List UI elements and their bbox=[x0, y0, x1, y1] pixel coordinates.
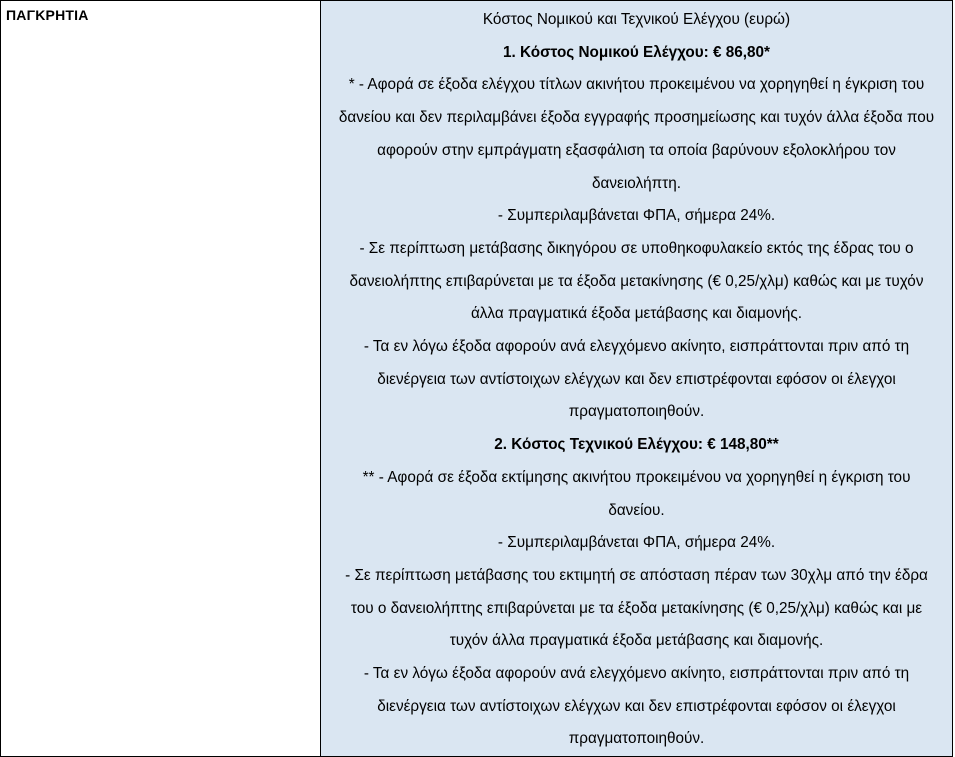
table-title: Κόστος Νομικού και Τεχνικού Ελέγχου (ευρώ) bbox=[482, 11, 791, 28]
technical-cost-refund: - Τα εν λόγω έξοδα αφορούν ανά ελεγχόμενο ακίνητο, εισπράττονται πριν από τη διενέργεια των αντίστοιχων ελέγχων και δεν επιστρέφονται εφόσον οι έλεγχοι πραγματοποιηθούν. bbox=[363, 665, 910, 748]
legal-cost-travel: - Σε περίπτωση μετάβασης δικηγόρου σε υποθηκοφυλακείο εκτός της έδρας του ο δανειολήπτης επιβαρύνεται με τα έξοδα μετακίνησης (€ 0,25/χλμ) καθώς και με τυχόν άλλα πραγματικά έξοδα μετάβασης και διαμονής. bbox=[349, 239, 924, 323]
technical-cost-heading: 2. Κόστος Τεχνικού Ελέγχου: € 148,80** bbox=[494, 436, 779, 454]
technical-cost-note: ** - Αφορά σε έξοδα εκτίμησης ακινήτου προκειμένου να χορηγηθεί η έγκριση του δανείου. bbox=[362, 468, 911, 519]
legal-cost-note: * - Αφορά σε έξοδα ελέγχου τίτλων ακινήτου προκειμένου να χορηγηθεί η έγκριση του δανείου και δεν περιλαμβάνει έξοδα εγγραφής προσημείωσης και τυχόν άλλα έξοδα που αφορούν στην εμπράγματη εξασφάλιση τα οποία βαρύνουν εξολοκλήρου τον δανειολήπτη. bbox=[338, 76, 935, 192]
region-cell bbox=[1, 1, 321, 757]
region-label: ΠΑΓΚΡΗΤΙΑ bbox=[6, 7, 89, 23]
legal-cost-vat: - Συμπεριλαμβάνεται ΦΠΑ, σήμερα 24%. bbox=[497, 207, 776, 225]
cost-details bbox=[321, 1, 952, 756]
cost-details-cell bbox=[321, 1, 953, 757]
legal-cost-heading: 1. Κόστος Νομικού Ελέγχου: € 86,80* bbox=[503, 43, 770, 61]
legal-cost-refund: - Τα εν λόγω έξοδα αφορούν ανά ελεγχόμενο ακίνητο, εισπράττονται πριν από τη διενέργεια των αντίστοιχων ελέγχων και δεν επιστρέφονται εφόσον οι έλεγχοι πραγματοποιηθούν. bbox=[363, 338, 910, 421]
technical-cost-vat: - Συμπεριλαμβάνεται ΦΠΑ, σήμερα 24%. bbox=[497, 534, 776, 552]
table-row bbox=[1, 1, 953, 757]
technical-cost-travel: - Σε περίπτωση μετάβασης του εκτιμητή σε απόσταση πέραν των 30χλμ από την έδρα του ο δανειολήπτης επιβαρύνεται με τα έξοδα μετακίνησης (€ 0,25/χλμ) καθώς και με τυχόν άλλα πραγματικά έξοδα μετάβασης και διαμονής. bbox=[345, 566, 928, 650]
